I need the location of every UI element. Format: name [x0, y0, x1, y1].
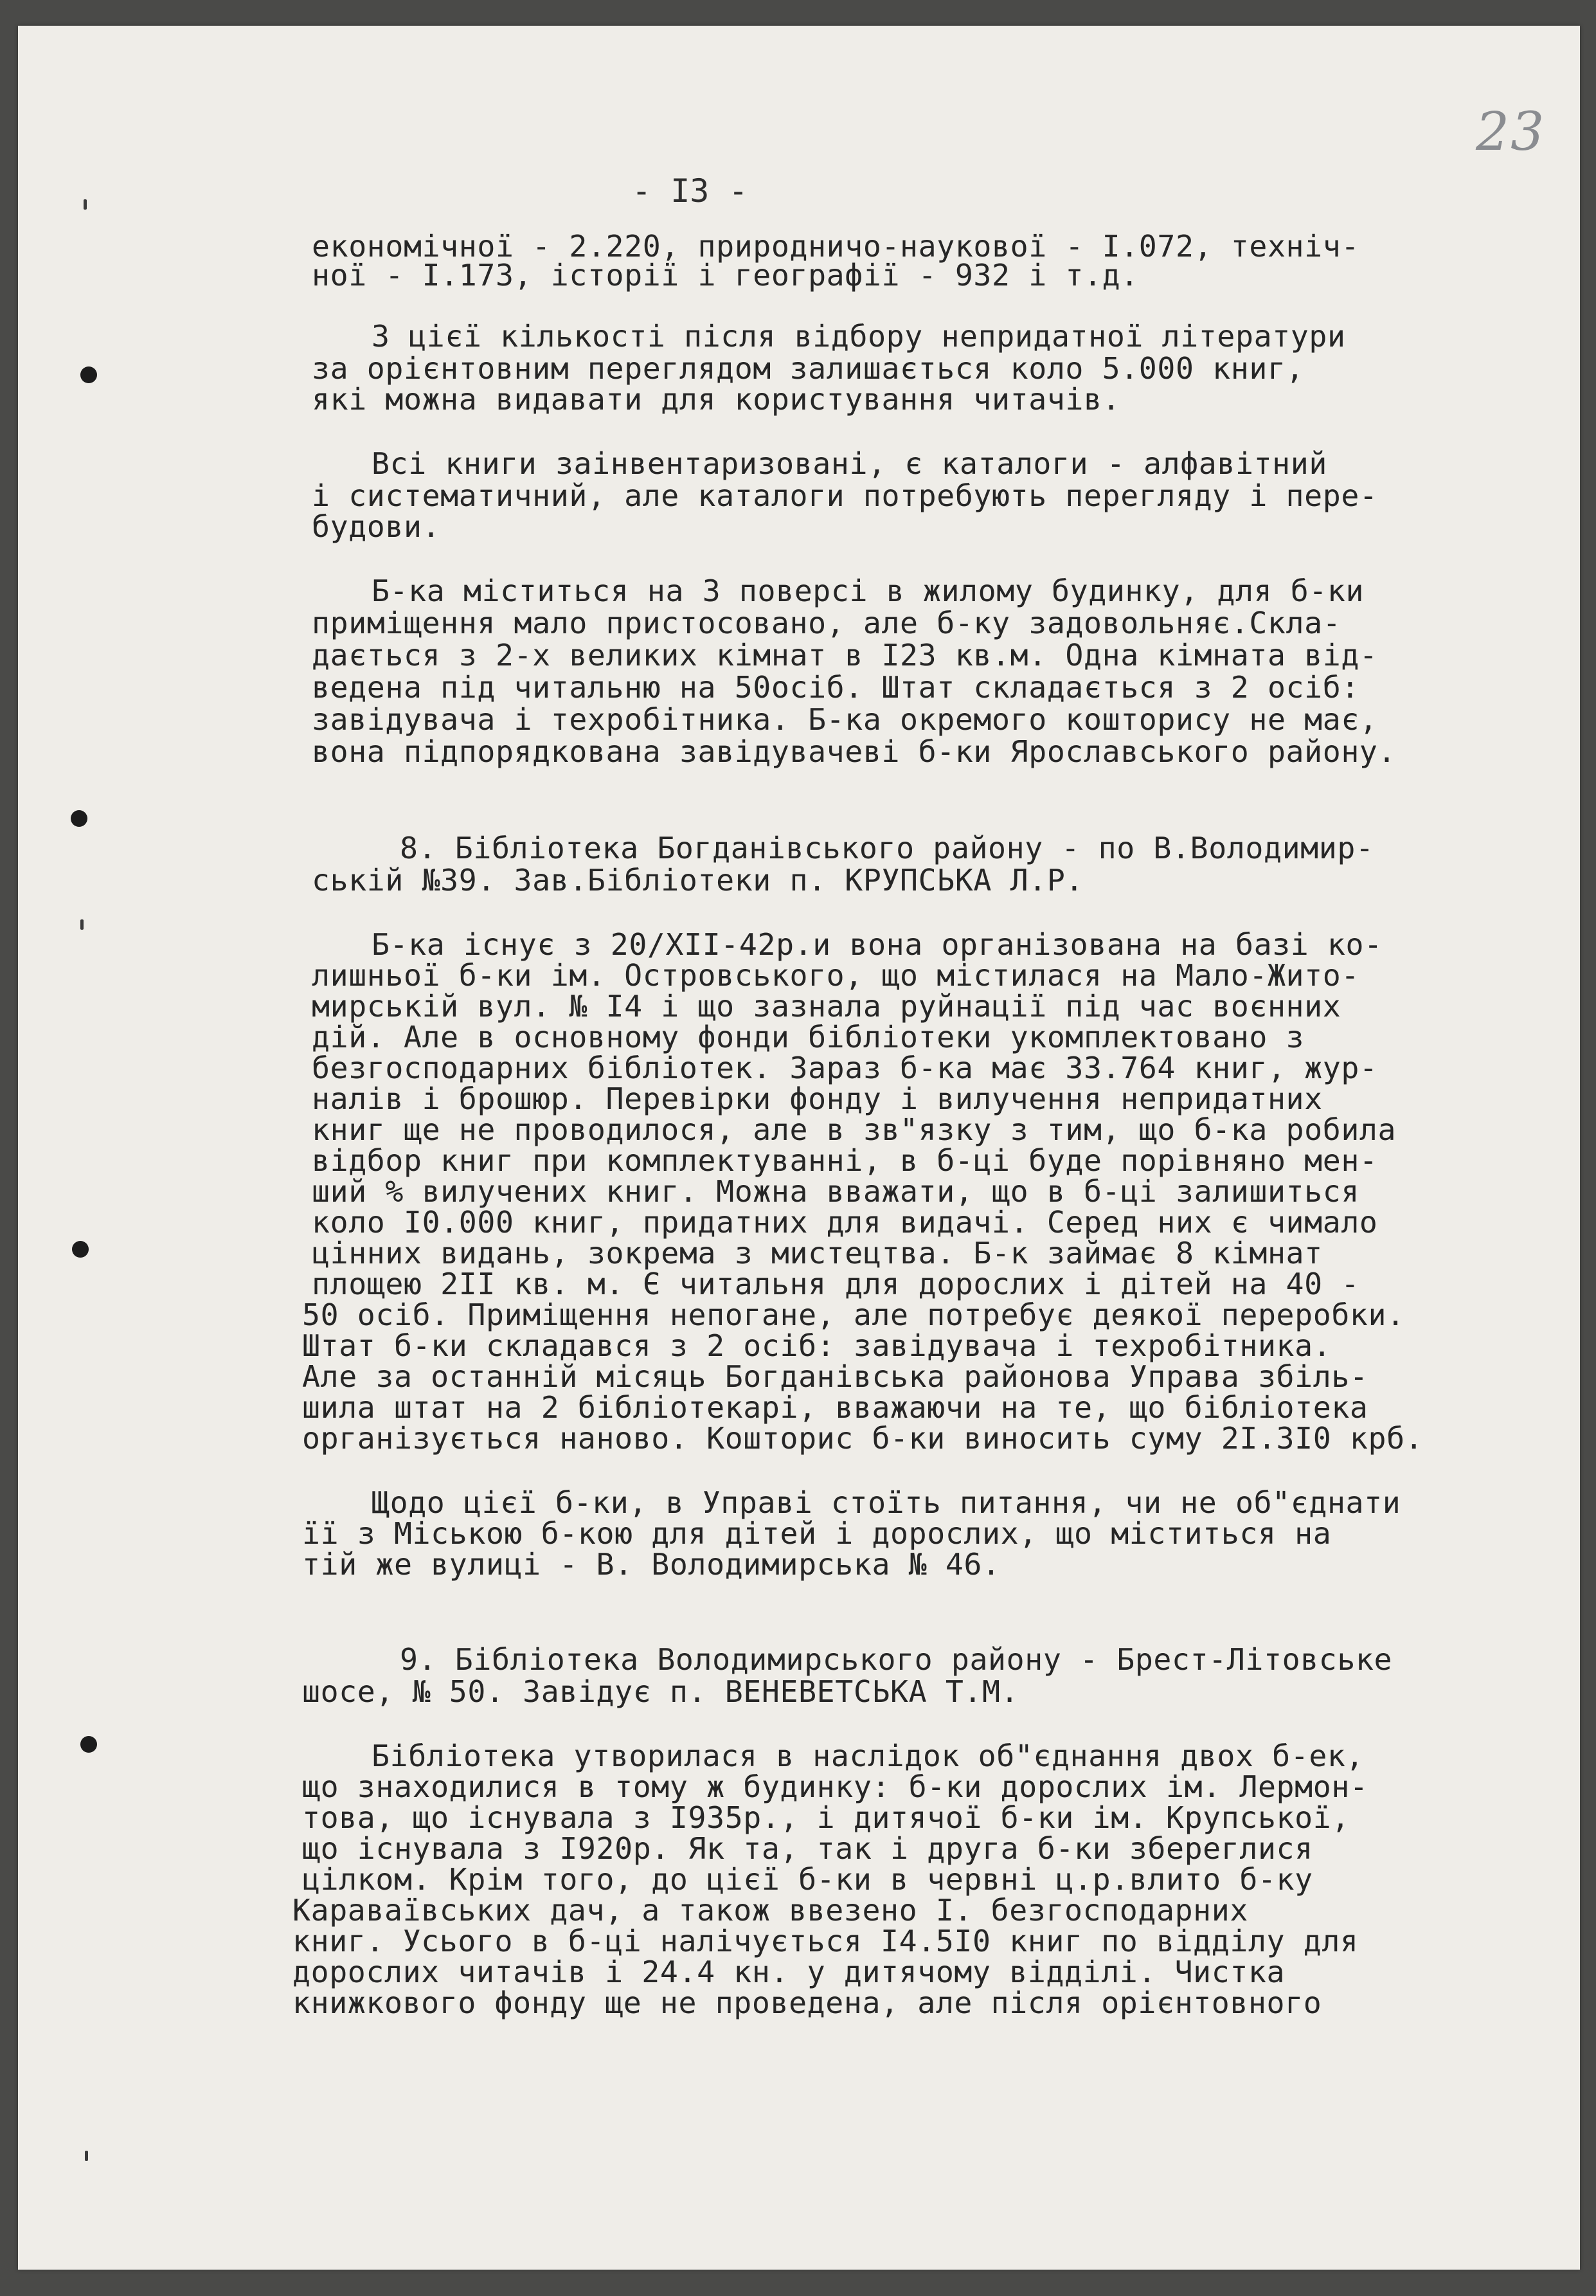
text-line: ведена під читальню на 50осіб. Штат складається з 2 осіб:	[312, 670, 1359, 705]
text-line: 50 осіб. Приміщення непогане, але потребує деякої переробки.	[302, 1297, 1405, 1332]
text-line: шосе, № 50. Завідує п. ВЕНЕВЕТСЬКА Т.М.	[302, 1674, 1019, 1709]
text-line: тій же вулиці - В. Володимирська № 46.	[302, 1547, 1001, 1582]
text-line: і систематичний, але каталоги потребують перегляду і пере-	[312, 478, 1378, 513]
text-line: лишньої б-ки ім. Островського, що містилася на Мало-Жито-	[312, 958, 1359, 993]
text-line: за орієнтовним переглядом залишається коло 5.000 книг,	[312, 351, 1305, 386]
page-number: - I3 -	[632, 172, 748, 210]
text-line: това, що існувала з I935р., і дитячої б-ки ім. Крупської,	[302, 1800, 1350, 1835]
text-line: які можна видавати для користування читачів.	[312, 382, 1121, 417]
text-line: Караваївських дач, а також ввезено I. безгосподарних	[292, 1893, 1248, 1928]
text-line: ській №39. Зав.Бібліотеки п. КРУПСЬКА Л.Р.	[312, 863, 1084, 898]
text-line: дій. Але в основному фонди бібліотеки укомплектовано з	[312, 1020, 1305, 1054]
text-line: що існувала з I920р. Як та, так і друга б-ки збереглися	[302, 1831, 1313, 1866]
text-line: будови.	[312, 509, 441, 544]
text-line: Б-ка міститься на 3 поверсі в жилому будинку, для б-ки	[372, 574, 1365, 608]
text-line: Б-ка існує з 20/XII-42р.и вона організована на базі ко-	[372, 927, 1383, 962]
text-line: її з Міською б-кою для дітей і дорослих, що міститься на	[302, 1516, 1332, 1551]
text-line: Щодо цієї б-ки, в Управі стоїть питання, чи не об"єднати	[372, 1485, 1401, 1520]
text-line: організується наново. Кошторис б-ки виносить суму 2I.3I0 крб.	[302, 1421, 1424, 1456]
text-line: що знаходилися в тому ж будинку: б-ки дорослих ім. Лермон-	[302, 1769, 1368, 1804]
text-line: 8. Бібліотека Богданівського району - по В.Володимир-	[400, 831, 1374, 865]
text-line: приміщення мало пристосовано, але б-ку задовольняє.Скла-	[312, 606, 1341, 640]
text-line: Штат б-ки складався з 2 осіб: завідувача і техробітника.	[302, 1328, 1332, 1363]
text-line: коло I0.000 книг, придатних для видачі. Серед них є чимало	[312, 1205, 1378, 1240]
text-line: завідувача і техробітника. Б-ка окремого кошторису не має,	[312, 702, 1378, 737]
archive-page-number: 23	[1476, 102, 1546, 163]
text-line: мирській вул. № I4 і що зазнала руйнації під час воєнних	[312, 989, 1341, 1024]
typewritten-body	[18, 26, 1580, 2270]
text-line: З цієї кількості після відбору непридатної літератури	[372, 319, 1346, 354]
text-line: книг ще не проводилося, але в зв"язку з тим, що б-ка робила	[312, 1112, 1397, 1147]
text-line: налів і брошюр. Перевірки фонду і вилучення непридатних	[312, 1081, 1323, 1116]
text-line: відбор книг при комплектуванні, в б-ці буде порівняно мен-	[312, 1143, 1378, 1178]
text-line: книжкового фонду ще не проведена, але після орієнтовного	[292, 1985, 1322, 2020]
document-page	[18, 26, 1580, 2270]
text-line: Всі книги заінвентаризовані, є каталоги - алфавітний	[372, 446, 1327, 481]
text-line: ший % вилучених книг. Можна вважати, що в б-ці залишиться	[312, 1174, 1359, 1209]
text-line: цінних видань, зокрема з мистецтва. Б-к займає 8 кімнат	[312, 1236, 1323, 1270]
text-line: площею 2II кв. м. Є читальня для дорослих і дітей на 40 -	[312, 1267, 1359, 1301]
text-line: Бібліотека утворилася в наслідок об"єднання двох б-ек,	[372, 1739, 1365, 1773]
text-line: 9. Бібліотека Володимирського району - Брест-Літовське	[400, 1642, 1393, 1677]
text-line: економічної - 2.220, природничо-наукової - I.072, техніч-	[312, 229, 1359, 264]
text-line: дається з 2-х великих кімнат в I23 кв.м. Одна кімната від-	[312, 638, 1378, 673]
text-line: Але за останній місяць Богданівська районова Управа збіль-	[302, 1359, 1368, 1394]
text-line: вона підпорядкована завідувачеві б-ки Ярославського району.	[312, 734, 1397, 769]
text-line: книг. Усього в б-ці налічується I4.5I0 книг по відділу для	[292, 1924, 1359, 1958]
text-line: безгосподарних бібліотек. Зараз б-ка має 33.764 книг, жур-	[312, 1051, 1378, 1085]
text-line: шила штат на 2 бібліотекарі, вважаючи на те, що бібліотека	[302, 1390, 1368, 1425]
text-line: цілком. Крім того, до цієї б-ки в червні ц.р.влито б-ку	[302, 1862, 1313, 1897]
text-line: дорослих читачів і 24.4 кн. у дитячому відділі. Чистка	[292, 1955, 1286, 1989]
text-line: ної - I.173, історії і географії - 932 і т.д.	[312, 258, 1139, 293]
